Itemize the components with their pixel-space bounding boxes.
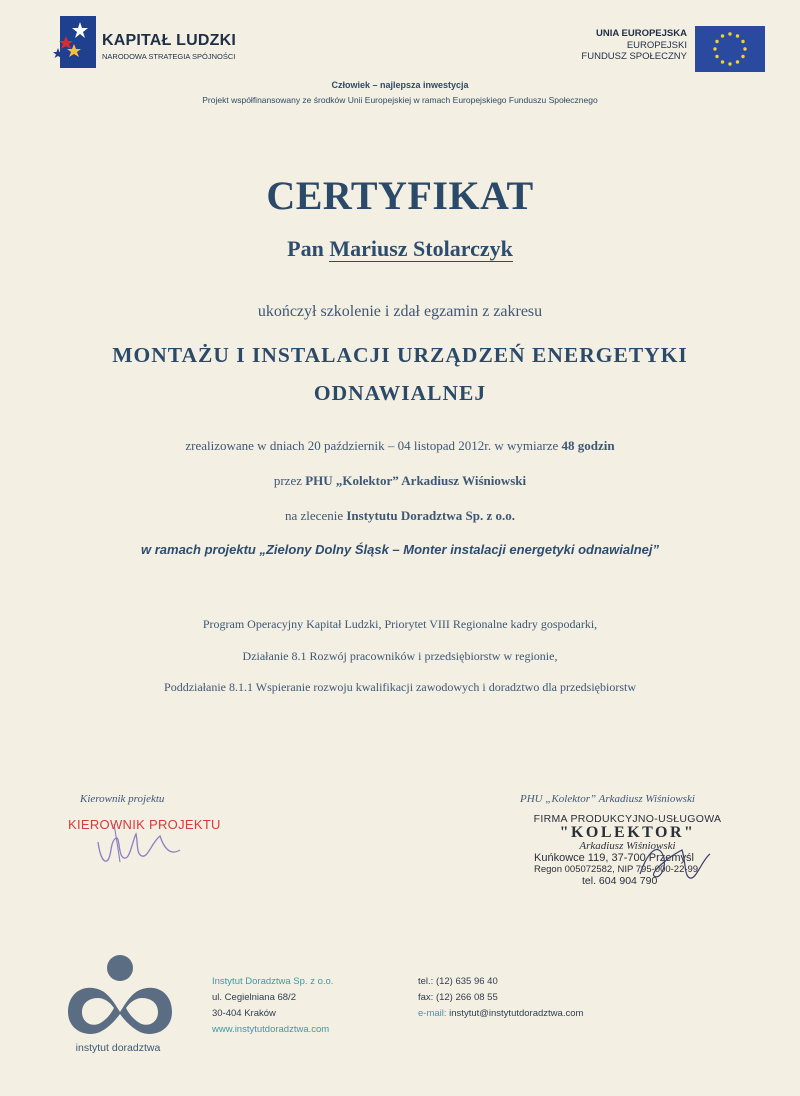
company-stamp-line2: "KOLEKTOR" <box>559 824 696 841</box>
eu-logo-line2: EUROPEJSKI <box>626 39 687 51</box>
kapital-ludzki-star-icon <box>50 14 98 70</box>
footer-fax-label: fax: <box>418 992 434 1003</box>
company-stamp-line5: Regon 005072582, NIP 795-000-22-99 <box>534 864 699 875</box>
instytut-doradztwa-emblem-icon <box>58 950 178 1042</box>
commission-prefix: na zlecenie <box>285 508 344 523</box>
footer-website: www.instytutdoradztwa.com <box>212 1024 330 1035</box>
eu-flag-icon <box>695 26 765 72</box>
program-line-2: Działanie 8.1 Rozwój pracowników i przedsiębiorstw w regionie, <box>242 649 558 663</box>
training-dates-text: zrealizowane w dniach 20 październik – 04 listopad 2012r. w wymiarze <box>185 438 559 453</box>
project-manager-label: Kierownik projektu <box>80 793 165 805</box>
footer-email <box>418 1006 583 1022</box>
recipient <box>0 236 800 262</box>
footer-tel-label: tel.: <box>418 976 434 987</box>
kapital-ludzki-subtitle: NARODOWA STRATEGIA SPÓJNOŚCI <box>102 52 236 61</box>
provider-company: PHU „Kolektor” Arkadiusz Wiśniowski <box>305 473 527 488</box>
training-dates <box>0 438 800 454</box>
kapital-ludzki-title: KAPITAŁ LUDZKI <box>102 32 237 49</box>
company-stamp-line6: tel. 604 904 790 <box>582 875 658 887</box>
completion-statement: ukończył szkolenie i zdał egzamin z zakresu <box>257 303 543 320</box>
footer-tel <box>418 974 583 990</box>
footer-tel-value: (12) 635 96 40 <box>435 976 498 987</box>
company-stamp-line3: Arkadiusz Wiśniowski <box>579 840 676 852</box>
footer-fax <box>418 990 583 1006</box>
footer-street: ul. Cegielniana 68/2 <box>212 992 296 1003</box>
eu-logo-line1: UNIA EUROPEJSKA <box>596 28 687 39</box>
footer-address <box>212 974 333 1038</box>
footer-fax-value: (12) 266 08 55 <box>435 992 498 1003</box>
commissioning-org <box>0 508 800 524</box>
course-title-line2: ODNAWIALNEJ <box>313 381 487 405</box>
eu-efs-logo <box>560 22 765 74</box>
footer-email-value: instytut@instytutdoradztwa.com <box>449 1008 584 1019</box>
training-hours: 48 godzin <box>561 438 615 453</box>
program-line-3: Poddziałanie 8.1.1 Wspieranie rozwoju kwalifikacji zawodowych i doradztwo dla przedsiębiorstw <box>164 680 636 694</box>
instytut-doradztwa-logo-text: instytut doradztwa <box>75 1042 161 1054</box>
footer-city: 30-404 Kraków <box>212 1008 276 1019</box>
eu-logo-line3: FUNDUSZ SPOŁECZNY <box>581 51 687 62</box>
footer-contact <box>418 974 583 1022</box>
course-title-line1: MONTAŻU I INSTALACJI URZĄDZEŃ ENERGETYKI <box>112 343 688 367</box>
company-signature <box>630 836 720 886</box>
commission-org-name: Instytutu Doradztwa Sp. z o.o. <box>346 508 515 523</box>
eu-logo-text <box>581 28 687 63</box>
program-line-1: Program Operacyjny Kapitał Ludzki, Priorytet VIII Regionalne kadry gospodarki, <box>202 617 598 631</box>
project-name: w ramach projektu „Zielony Dolny Śląsk – Monter instalacji energetyki odnawialnej” <box>141 542 659 557</box>
cofinancing-note: Projekt współfinansowany ze środków Unii Europejskiej w ramach Europejskiego Funduszu Społecznego <box>202 95 598 105</box>
provider-prefix: przez <box>273 473 302 488</box>
recipient-salutation: Pan <box>287 236 324 261</box>
kapital-ludzki-logo <box>50 14 280 74</box>
recipient-name: Mariusz Stolarczyk <box>329 236 513 261</box>
motto: Człowiek – najlepsza inwestycja <box>331 80 469 90</box>
company-stamp-line1: FIRMA PRODUKCYJNO-USŁUGOWA <box>533 813 722 825</box>
project-manager-stamp: KIEROWNIK PROJEKTU <box>68 817 221 832</box>
footer-company: Instytut Doradztwa Sp. z o.o. <box>212 976 334 987</box>
footer-email-label: e-mail: <box>418 1008 447 1019</box>
company-stamp-line4: Kuńkowce 119, 37-700 Przemyśl <box>534 852 694 864</box>
company-signature-label: PHU „Kolektor” Arkadiusz Wiśniowski <box>520 793 695 805</box>
training-provider <box>0 473 800 489</box>
instytut-doradztwa-logo <box>58 950 178 1060</box>
certificate-title: CERTYFIKAT <box>266 173 534 218</box>
